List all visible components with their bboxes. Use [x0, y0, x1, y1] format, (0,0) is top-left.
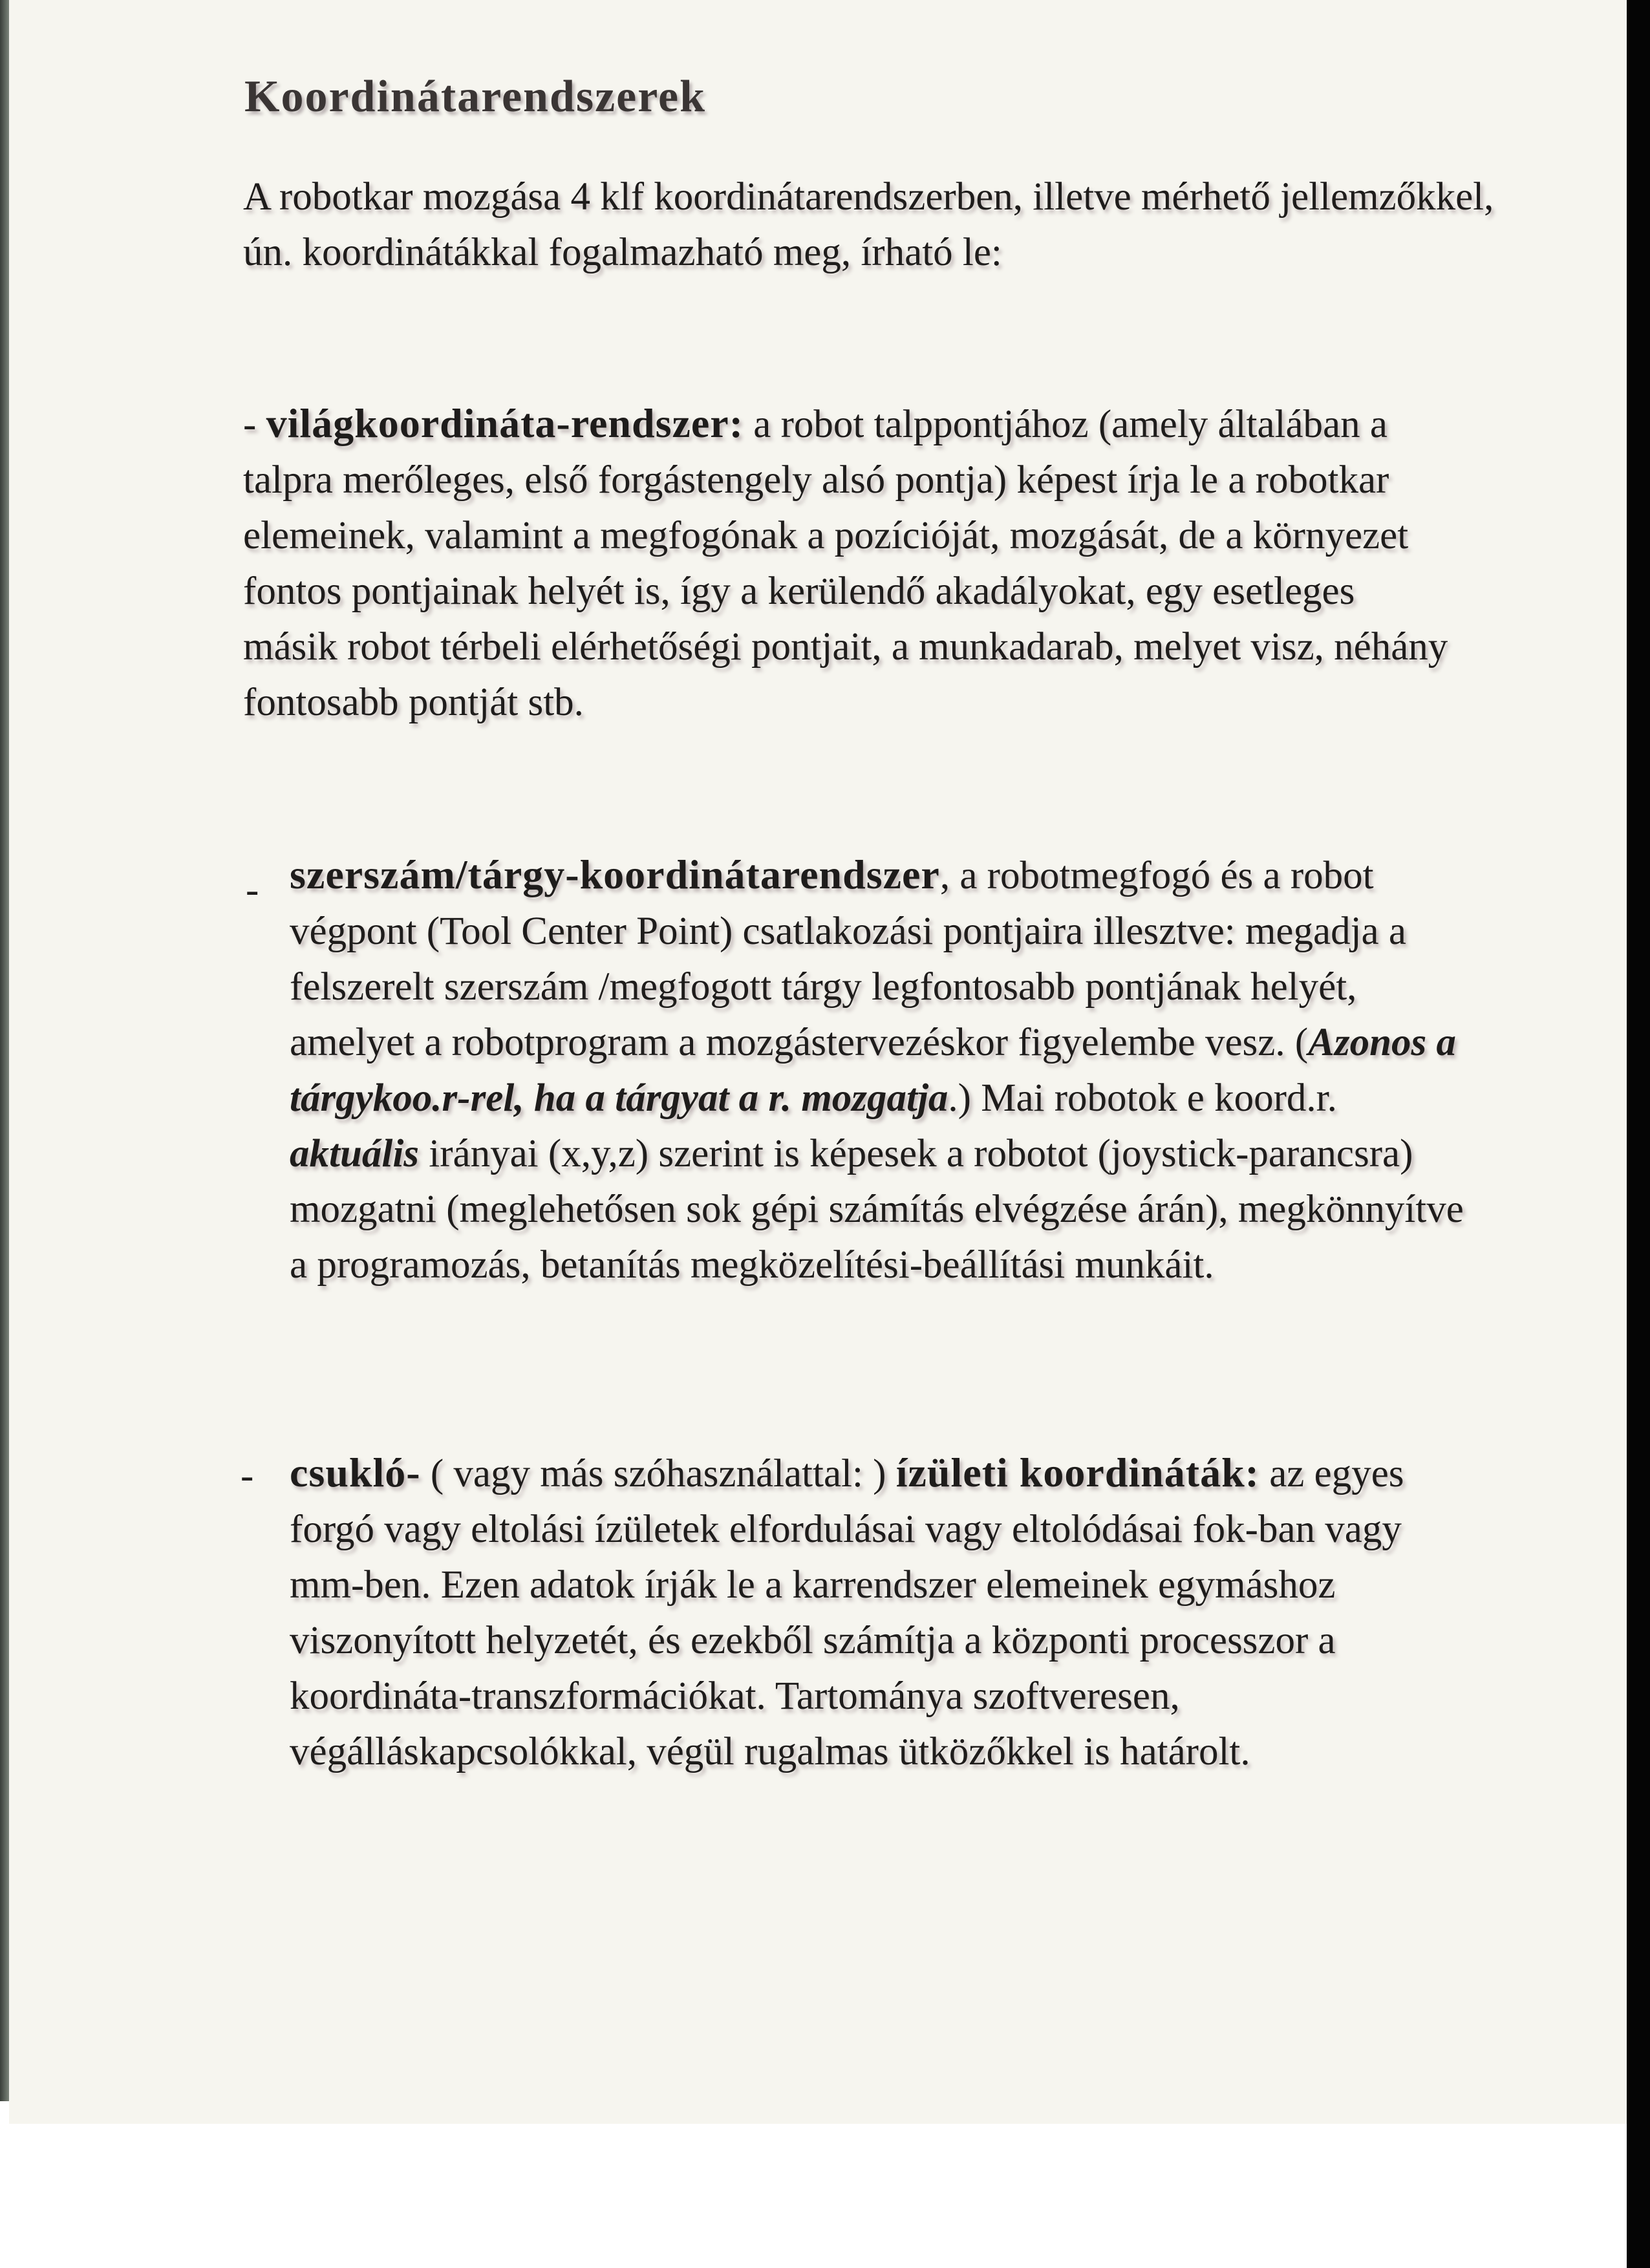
bullet-term: csukló- [290, 1450, 421, 1495]
scan-bottom-margin [0, 2124, 1627, 2268]
bullet-text: a robot talppontjához (amely általában a talpra merőleges, első forgástengely alsó pontja) képest írja le a robotkar elemeinek, valamint a megfogónak a pozícióját, mozgását, de a környezet fontos pontjainak helyét is, így a kerülendő akadályokat, egy esetleges másik robot térbeli elérhetőségi pontjait, a munkadarab, melyet visz, néhány fontosabb pontját stb. [243, 403, 1448, 724]
bullet-text: , a robotmegfogó és a robot végpont (Tool Center Point) csatlakozási pontjaira illesztve: megadja a felszerelt szerszám /megfogott tárgy legfontosabb pontjának helyét, amelyet a robotprogram a mozgástervezéskor figyelembe vesz. ( [290, 854, 1406, 1064]
bullet-dash: - [243, 403, 266, 446]
scan-right-edge [1627, 0, 1650, 2268]
bullet-text: az egyes forgó vagy eltolási ízületek elfordulásai vagy eltolódásai fok-ban vagy mm-ben. Ezen adatok írják le a karrendszer elemeinek egymáshoz viszonyított helyzetét, és ezekből számítja a központi processzor a koordináta-transzformációkat. Tartománya szoftveresen, végálláskapcsolókkal, végül rugalmas ütközőkkel is határolt. [290, 1452, 1404, 1773]
bullet-italic-note: Azonos a tárgykoo.r-rel, ha a tárgyat a r. mozgatja [290, 1021, 1457, 1120]
bullet-italic-word: aktuális [290, 1132, 420, 1175]
bullet-dash: - [246, 868, 259, 912]
bullet-world-coordinates [243, 396, 1459, 731]
bullet-term: világkoordináta-rendszer: [266, 400, 744, 446]
page-title: Koordinátarendszerek [244, 72, 707, 122]
scan-left-edge [0, 0, 9, 2101]
bullet-dash: - [241, 1454, 254, 1497]
bullet-text: irányai (x,y,z) szerint is képesek a robotot (joystick-parancsra) mozgatni (meglehetősen sok gépi számítás elvégzése árán), megkönnyítve a programozás, betanítás megközelítési-beállítási munkáit. [290, 1132, 1464, 1287]
intro-paragraph: A robotkar mozgása 4 klf koordinátarendszerben, illetve mérhető jellemzőkkel, ún. koordinátákkal fogalmazható meg, írható le: [243, 175, 1494, 274]
bullet-term-2: ízületi koordináták: [895, 1450, 1259, 1495]
bullet-tool-coordinates [290, 847, 1473, 1293]
bullet-term: szerszám/tárgy-koordinátarendszer [290, 851, 940, 897]
bullet-text: ( vagy más szóhasználattal: ) [420, 1452, 896, 1495]
bullet-text: .) Mai robotok e koord.r. [948, 1076, 1337, 1120]
bullet-joint-coordinates [290, 1445, 1473, 1780]
